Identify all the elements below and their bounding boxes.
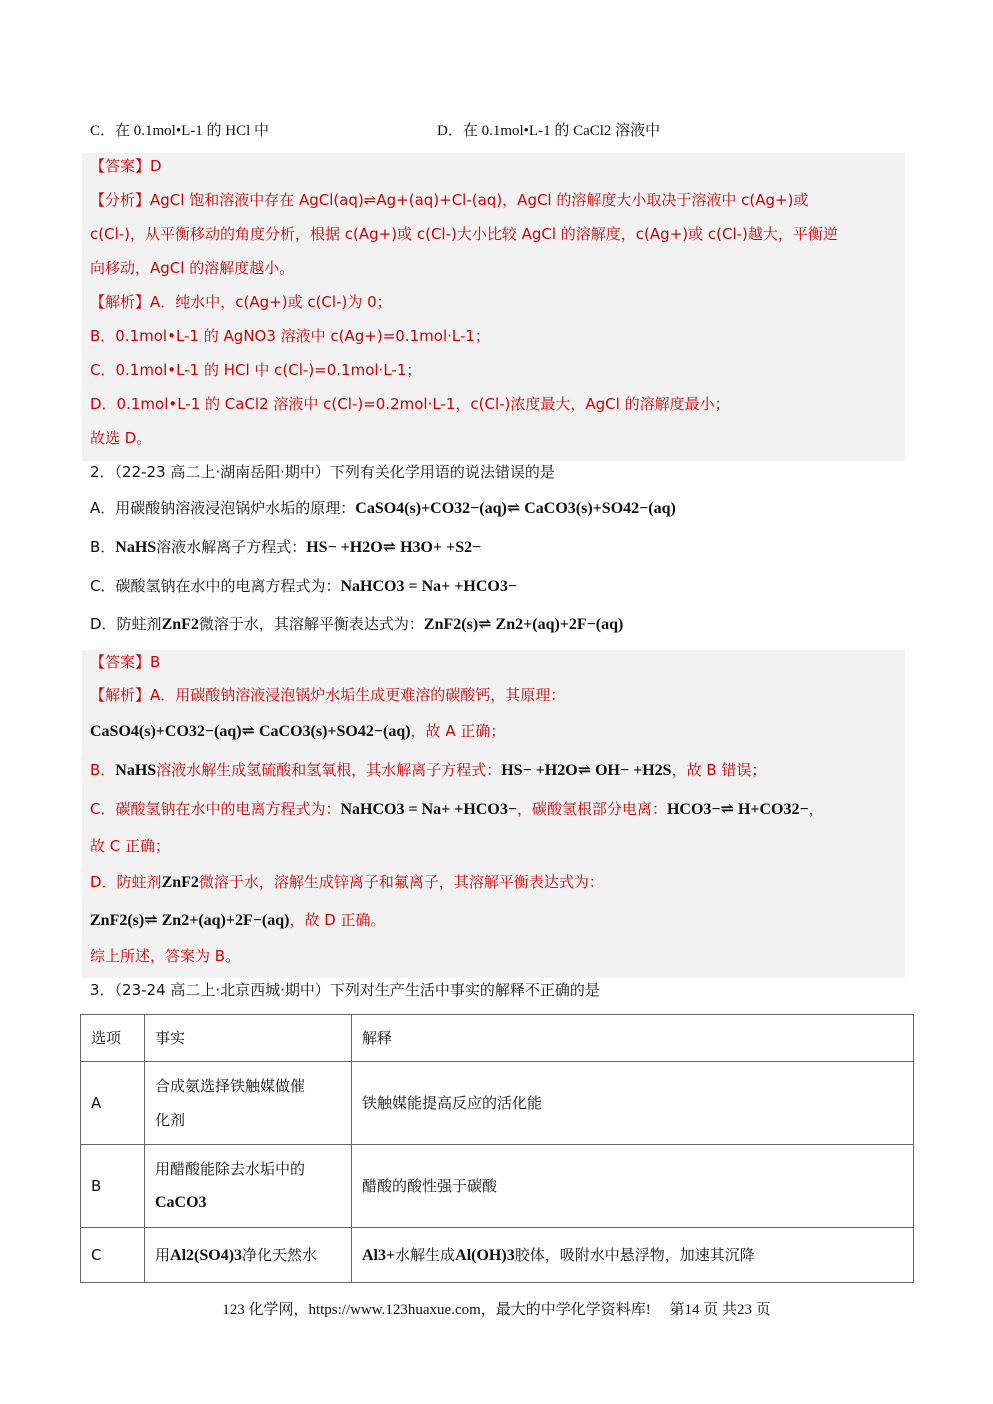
row-c-fact (145, 1228, 352, 1283)
q2-explain-b-formula-2: HS− +H2O⇌ OH− +H2S (501, 762, 672, 779)
q2-explain-c-formula-1: NaHCO3 = Na+ +HCO3− (340, 801, 517, 818)
q2-conclusion: 综上所述，答案为 B。 (90, 947, 241, 965)
q2-option-c-text: C．碳酸氢钠在水中的电离方程式为： (90, 577, 341, 595)
q1-explain-a: 【解析】A．纯水中，c(Ag+)或 c(Cl-)为 0； (90, 293, 392, 311)
table-row (81, 1228, 914, 1283)
table-header-reason: 解释 (352, 1015, 914, 1062)
table-row (81, 1062, 914, 1145)
row-c-reason-formula-2: Al(OH)3 (455, 1246, 515, 1264)
q1-conclusion: 故选 D。 (90, 429, 152, 447)
q2-option-b-prefix: B． (90, 538, 116, 556)
q1-analysis-line-1: 【分析】AgCl 饱和溶液中存在 AgCl(aq)⇌Ag+(aq)+Cl-(aq)，AgCl 的溶解度大小取决于溶液中 c(Ag+)或 (90, 191, 809, 209)
q3-table (80, 1014, 914, 1283)
q2-answer: 【答案】B (90, 653, 161, 671)
q2-explain-b (90, 759, 766, 782)
q2-explain-b-prefix: B． (90, 761, 116, 779)
q2-stem: 2．（22-23 高二上·湖南岳阳·期中）下列有关化学用语的说法错误的是 (90, 463, 555, 481)
row-b-reason: 醋酸的酸性强于碳酸 (352, 1145, 914, 1228)
table-header-fact: 事实 (145, 1015, 352, 1062)
q2-explain-a-formula: CaSO4(s)+CO32−(aq)⇌ CaCO3(s)+SO42−(aq) (90, 723, 411, 740)
row-c-fact-suffix: 净化天然水 (242, 1245, 318, 1264)
q1-explain-c: C．0.1mol•L-1 的 HCl 中 c(Cl-)=0.1mol·L-1； (90, 361, 422, 379)
table-header-row (81, 1015, 914, 1062)
q2-explain-b-end: ，故 B 错误； (671, 761, 767, 779)
row-c-fact-prefix: 用 (155, 1245, 171, 1264)
q2-option-b-text: 溶液水解离子方程式： (156, 538, 307, 556)
q2-option-a (90, 497, 676, 520)
q2-explain-d-formula: ZnF2(s)⇌ Zn2+(aq)+2F−(aq) (90, 912, 290, 929)
row-a-reason: 铁触媒能提高反应的活化能 (352, 1062, 914, 1145)
q2-option-d (90, 613, 623, 636)
q2-explain-b-text: 溶液水解生成氢硫酸和氢氧根，其水解离子方程式： (156, 761, 502, 779)
row-b-fact-formula: CaCO3 (155, 1194, 207, 1211)
q2-option-c-formula: NaHCO3 = Na+ +HCO3− (340, 578, 517, 595)
q2-explain-c-end: ， (808, 800, 824, 818)
q2-explain-d-formula-line (90, 909, 386, 932)
q1-explain-b: B．0.1mol•L-1 的 AgNO3 溶液中 c(Ag+)=0.1mol·L-1； (90, 327, 490, 345)
row-c-fact-formula: Al2(SO4)3 (170, 1246, 243, 1264)
page-footer: 123 化学网，https://www.123huaxue.com，最大的中学化学资料库! 第14 页 共23 页 (222, 1302, 771, 1318)
q2-explain-c (90, 798, 824, 821)
q2-option-d-text: 微溶于水，其溶解平衡表达式为： (198, 615, 424, 633)
row-c-reason (352, 1228, 914, 1283)
q1-analysis-line-3: 向移动，AgCl 的溶解度越小。 (90, 259, 295, 277)
q2-explain-c-prefix: C．碳酸氢钠在水中的电离方程式为： (90, 800, 341, 818)
q2-option-b-formula-1: NaHS (115, 539, 157, 556)
q2-explain-d-formula-1: ZnF2 (161, 874, 199, 891)
q1-option-d: D．在 0.1mol•L-1 的 CaCl2 溶液中 (437, 123, 661, 139)
q1-option-c: C．在 0.1mol•L-1 的 HCl 中 (90, 123, 270, 139)
row-c-reason-formula-1: Al3+ (362, 1246, 396, 1264)
q2-explain-c-formula-2: HCO3−⇌ H+CO32− (666, 801, 809, 818)
q3-stem: 3．（23-24 高二上·北京西城·期中）下列对生产生活中事实的解释不正确的是 (90, 981, 600, 999)
table-row (81, 1145, 914, 1228)
q2-explain-d-prefix: D．防蛀剂 (90, 873, 162, 891)
q2-explain-d-end: ，故 D 正确。 (289, 911, 386, 929)
q2-explain-d-text: 微溶于水，溶解生成锌离子和氟离子，其溶解平衡表达式为： (198, 873, 604, 891)
q2-explain-a: 【解析】A．用碳酸钠溶液浸泡锅炉水垢生成更难溶的碳酸钙，其原理： (90, 686, 566, 704)
row-b-fact (145, 1145, 352, 1228)
q1-answer: 【答案】D (90, 157, 162, 175)
row-c-option: C (81, 1228, 145, 1283)
q2-option-d-formula-1: ZnF2 (161, 616, 199, 633)
q2-option-a-text: A．用碳酸钠溶液浸泡锅炉水垢的原理： (90, 499, 356, 517)
q2-option-d-prefix: D．防蛀剂 (90, 615, 162, 633)
q2-option-b-formula-2: HS− +H2O⇌ H3O+ +S2− (306, 539, 482, 556)
q2-explain-a-formula-line (90, 720, 505, 743)
row-a-fact-line-1: 合成氨选择铁触媒做催 (155, 1077, 306, 1095)
q2-explain-a-end: ，故 A 正确； (410, 722, 506, 740)
table-header-option: 选项 (81, 1015, 145, 1062)
q2-explain-c-line-2: 故 C 正确； (90, 837, 171, 855)
q2-explain-d (90, 871, 604, 894)
q2-option-b (90, 536, 481, 559)
row-c-reason-suffix: 胶体，吸附水中悬浮物，加速其沉降 (514, 1245, 755, 1264)
q2-explain-c-text: ，碳酸氢根部分电离： (516, 800, 667, 818)
q2-option-c (90, 575, 517, 598)
q2-option-a-formula: CaSO4(s)+CO32−(aq)⇌ CaCO3(s)+SO42−(aq) (355, 500, 676, 517)
row-a-fact-line-2: 化剂 (155, 1111, 186, 1129)
row-a-option: A (81, 1062, 145, 1145)
row-c-reason-text: 水解生成 (395, 1245, 456, 1264)
q2-option-d-formula-2: ZnF2(s)⇌ Zn2+(aq)+2F−(aq) (423, 616, 624, 633)
q2-explain-b-formula-1: NaHS (115, 762, 157, 779)
q1-explain-d: D．0.1mol•L-1 的 CaCl2 溶液中 c(Cl-)=0.2mol·L-1，c(Cl-)浓度最大，AgCl 的溶解度最小； (90, 395, 730, 413)
row-a-fact (145, 1062, 352, 1145)
row-b-option: B (81, 1145, 145, 1228)
q1-analysis-line-2: c(Cl-)，从平衡移动的角度分析，根据 c(Ag+)或 c(Cl-)大小比较 AgCl 的溶解度，c(Ag+)或 c(Cl-)越大，平衡逆 (90, 225, 838, 243)
row-b-fact-line-1: 用醋酸能除去水垢中的 (155, 1160, 306, 1178)
